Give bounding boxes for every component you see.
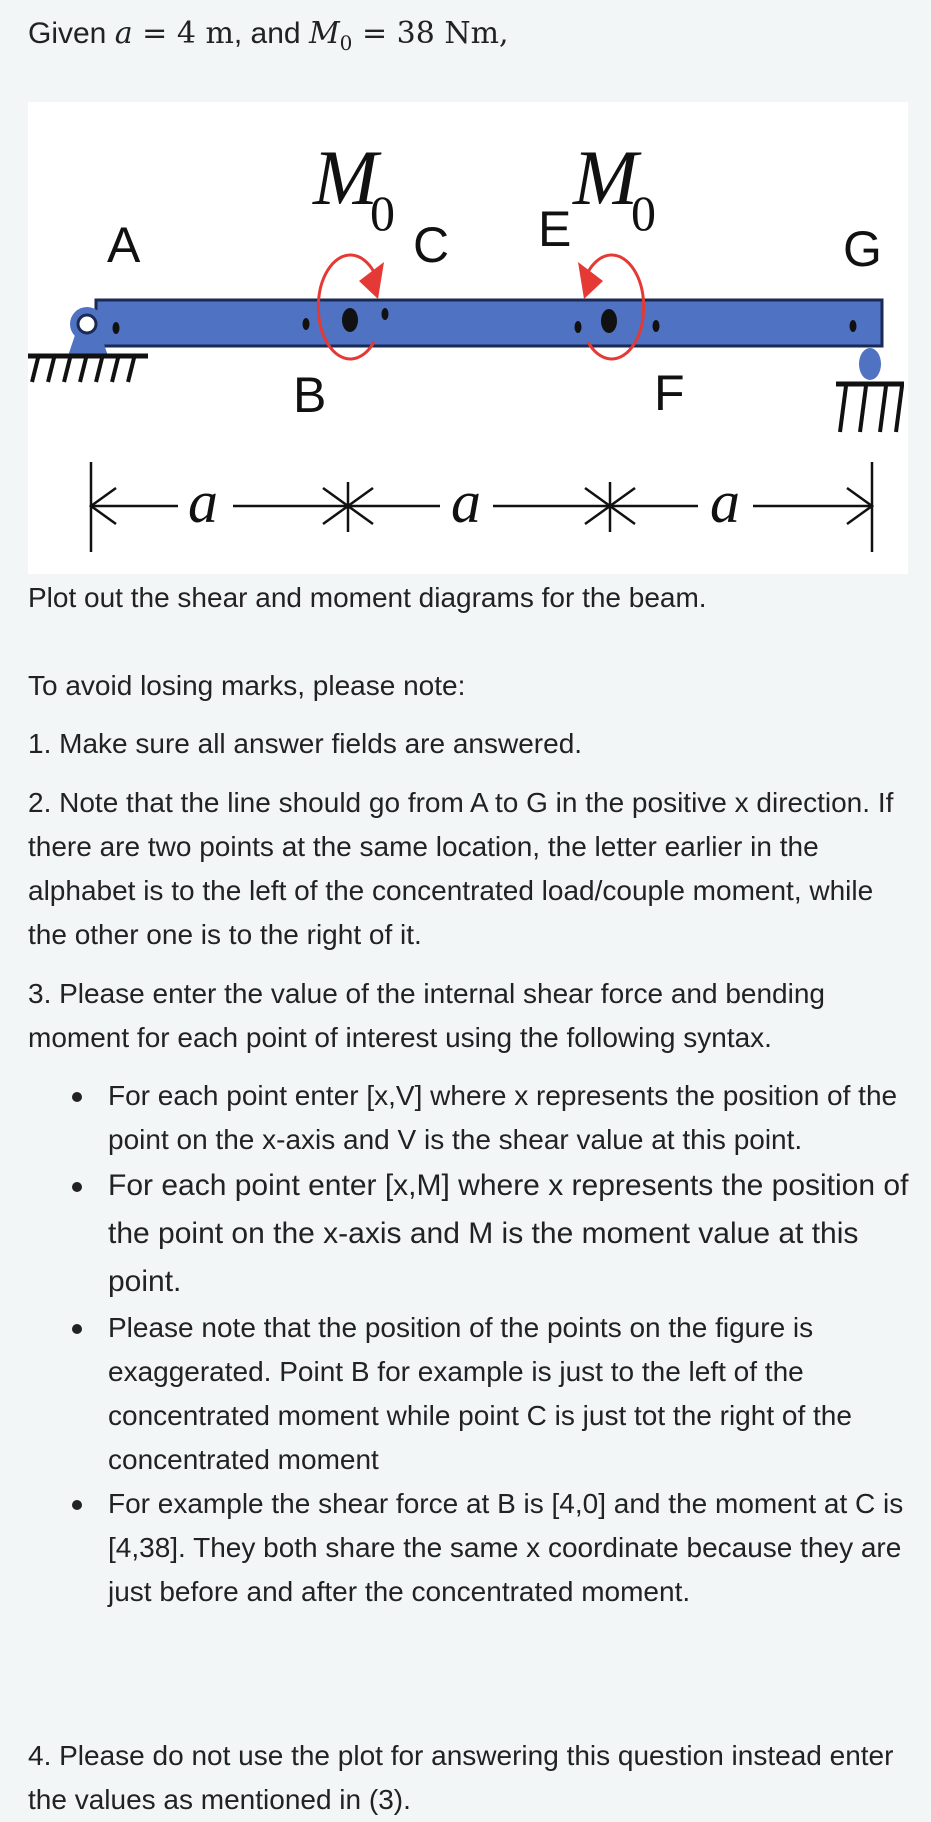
bullet-item — [108, 1306, 931, 1482]
dimension-label-ab: a — [188, 469, 218, 535]
dimension-label-cf: a — [451, 469, 481, 535]
moment-label-ef: M — [573, 134, 638, 221]
moment-sub-ef: 0 — [631, 185, 656, 241]
bullet-dot-icon — [72, 1092, 82, 1102]
roller-support-icon — [836, 348, 904, 432]
beam-dot — [382, 308, 389, 320]
given-statement — [28, 14, 509, 63]
given-m-value: = 38 Nm — [352, 16, 500, 51]
beam-dot — [303, 318, 310, 330]
beam-dot — [850, 320, 857, 332]
bullet-dot-icon — [72, 1500, 82, 1510]
beam-dot — [601, 309, 617, 333]
bullet-item — [108, 1162, 931, 1306]
bullet-text: For each point enter [x,V] where x represents the position of the point on the x-axis and V is the shear value at this point. — [108, 1080, 898, 1155]
instruction-4: 4. Please do not use the plot for answering this question instead enter the values as mentioned in (3). — [28, 1740, 894, 1815]
given-prefix: Given — [28, 17, 115, 50]
bullet-text: For each point enter [x,M] where x represents the position of the point on the x-axis and M is the moment value at this point. — [108, 1169, 909, 1298]
given-m-subscript: 0 — [339, 31, 353, 55]
bullet-text: For example the shear force at B is [4,0] and the moment at C is [4,38]. They both share the same x coordinate because they are just before and after the concentrated moment. — [108, 1488, 904, 1607]
task-text: Plot out the shear and moment diagrams for the beam. — [28, 582, 707, 613]
point-label-g: G — [843, 221, 882, 277]
given-a-value: = 4 m — [132, 16, 234, 51]
instruction-2: 2. Note that the line should go from A to G in the positive x direction. If there are two points at the same location, the letter earlier in the alphabet is to the left of the concentrated load/couple moment, while the other one is to the right of it. — [28, 787, 894, 950]
given-a-symbol: a — [114, 16, 133, 51]
instruction-3: 3. Please enter the value of the internal shear force and bending moment for each point of interest using the following syntax. — [28, 978, 825, 1053]
bullet-dot-icon — [72, 1182, 82, 1192]
given-suffix: , — [499, 16, 509, 51]
instruction-1: 1. Make sure all answer fields are answered. — [28, 728, 583, 759]
point-label-a: A — [107, 217, 141, 273]
given-m-symbol: M — [308, 16, 340, 51]
point-label-f: F — [654, 365, 685, 421]
beam-dot — [653, 320, 660, 332]
moment-label-bc: M — [313, 134, 378, 221]
point-label-e: E — [538, 201, 572, 257]
bullet-text: Please note that the position of the points on the figure is exaggerated. Point B for example is just to the left of the concentrated moment while point C is just tot the right of the concentrated moment — [108, 1312, 852, 1475]
beam-diagram — [28, 102, 908, 574]
dimension-label-fg: a — [710, 469, 740, 535]
beam-dot — [113, 322, 120, 334]
point-label-b: B — [293, 367, 327, 423]
bullet-item — [108, 1482, 931, 1614]
point-label-c: C — [413, 217, 450, 273]
given-connector: , and — [233, 17, 309, 50]
beam-dot — [342, 308, 358, 332]
note-intro: To avoid losing marks, please note: — [28, 670, 466, 701]
bullet-item — [108, 1074, 931, 1162]
bullet-dot-icon — [72, 1324, 82, 1334]
syntax-bullet-list — [108, 1074, 931, 1614]
beam-dot — [575, 321, 582, 333]
beam — [96, 300, 882, 346]
beam-figure — [28, 102, 908, 574]
moment-sub-bc: 0 — [370, 185, 395, 241]
